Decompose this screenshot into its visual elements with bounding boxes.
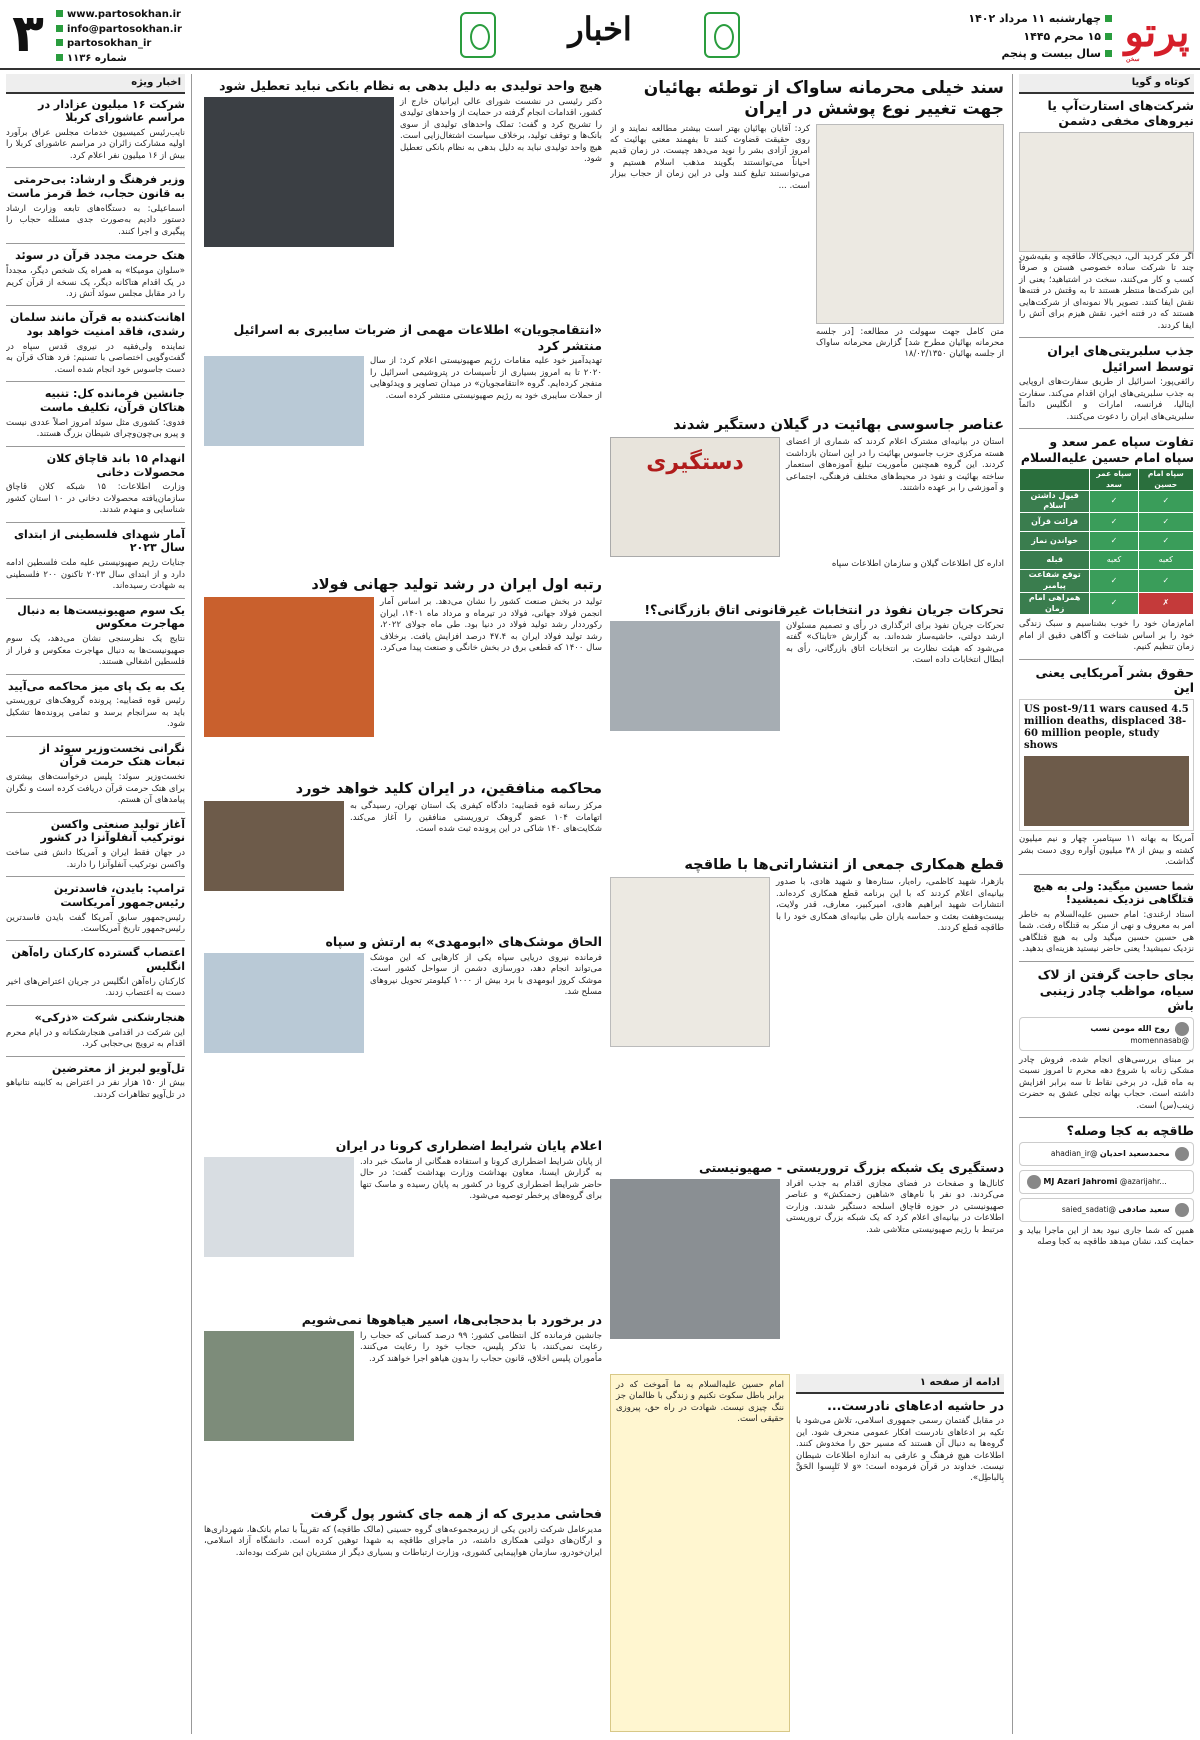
article-trial — [204, 776, 602, 926]
brief-text: نتایج یک نظرسنجی نشان می‌دهد، یک سوم صهیونیست‌ها به دنبال مهاجرت معکوس و فرار از فلسطین اشغالی هستند. — [6, 634, 185, 668]
table-cell: کعبه — [1138, 551, 1193, 570]
arrest-graphic — [610, 437, 780, 557]
article-headline: دستگیری یک شبکه بزرگ تروریستی - صهیونیستی — [698, 1160, 1004, 1175]
ornament-icon — [460, 12, 496, 58]
tweet-card[interactable] — [1019, 1198, 1194, 1222]
brief-text: رئیس قوه قضاییه: پرونده گروهک‌های تروریستی باید به سرانجام برسد و تمامی پرونده‌ها تشکیل شود. — [6, 696, 185, 730]
brief-headline: یک سوم صهیونیست‌ها به دنبال مهاجرت معکوس — [17, 603, 185, 631]
article-body: مرکز رسانه قوه قضاییه: دادگاه کیفری یک استان تهران، رسیدگی به اتهامات ۱۰۴ عضو گروهک تروریستی منافقین را آغاز می‌کند. شکایت‌های ۱۴۰ شاکی در این پرونده ثبت شده است. — [350, 801, 602, 835]
news-brief — [6, 387, 185, 440]
news-brief — [6, 98, 185, 163]
article-savak-document — [610, 74, 1004, 406]
tweet-author: MJ Azari Jahromi — [1043, 1176, 1118, 1186]
table-cell: کعبه — [1090, 551, 1138, 570]
brief-text: اسماعیلی: به دستگاه‌های تابعه وزارت ارشاد دستور دادیم به‌صورت جدی مسئله حجاب را پیگیری و اجرا کنند. — [6, 203, 185, 237]
brief-headline: جانشین فرمانده کل: تنبیه هتاکان قرآن، تکلیف ماست — [39, 387, 185, 415]
brief-headline: هتک حرمت مجدد قرآن در سوئد — [15, 249, 185, 263]
president-photo — [204, 97, 394, 247]
news-brief — [6, 818, 185, 871]
news-brief — [6, 249, 185, 300]
news-brief — [6, 742, 185, 807]
article-manager-insult — [204, 1502, 602, 1732]
brief-text: «سلوان مومیکا» به همراه یک شخص دیگر، مجدداً در یک اقدام هتاکانه دیگر، یک نسخه از قرآن کریم را در مقابل مجلس سوئد آتش زد. — [6, 266, 185, 299]
news-brief — [6, 604, 185, 669]
article-headline: رتبه اول ایران در رشد تولید جهانی فولاد — [311, 577, 602, 593]
table-cell: ✓ — [1090, 490, 1138, 513]
table-row-label: قرائت قرآن — [1020, 513, 1090, 532]
article-terror-network — [610, 1156, 1004, 1370]
table-cell: ✓ — [1138, 490, 1193, 513]
body-text: اگر فکر کردید آلی، دیجی‌کالا، طاقچه و بقیه‌شون چند تا شرکت ساده خصوصی هستن و صرفاً کسب و کار می‌کنند، سخت در اشتباهید؛ یعنی از این شرکت‌ها منتظر هستند تا به وقتش در فتنه‌ها نقش ایفا کنند. تصویر بالا نمونه‌ای از شرکت‌هایی هستند که در فتنه اخیر، نقش هیزم برای آتش را ایفا کردند. — [1019, 251, 1194, 331]
article-headline: قطع همکاری جمعی از انتشاراتی‌ها با طاقچه — [684, 857, 1004, 873]
image-caption: اداره کل اطلاعات گیلان و سازمان اطلاعات سپاه — [831, 559, 1004, 570]
article-cyber-attacks — [204, 318, 602, 568]
page-number: ۳ — [12, 4, 44, 64]
brief-headline: نگرانی نخست‌وزیر سوئد از تبعات هتک حرمت قرآن — [39, 741, 185, 769]
comparison-table — [1019, 468, 1194, 615]
article-headline: عناصر جاسوسی بهائیت در گیلان دستگیر شدند — [673, 417, 1004, 433]
website-link[interactable]: www.partosokhan.ir — [67, 9, 181, 20]
table-cell: ✓ — [1090, 592, 1138, 615]
headline: شرکت‌های استارت‌آپ یا نیروهای مخفی دشمن — [1047, 97, 1194, 129]
date-line-1: چهارشنبه ۱۱ مرداد ۱۴۰۲ — [968, 12, 1101, 25]
police-commander-photo — [204, 1331, 354, 1441]
tweet-handle: @azarijahr... — [1119, 1176, 1167, 1186]
brief-headline: آغاز تولید صنعتی واکسن نوترکیب آنفلوآنزا در کشور — [40, 817, 185, 845]
date-info — [968, 10, 1112, 63]
tweet-card[interactable] — [1019, 1142, 1194, 1166]
missile-photo — [204, 953, 364, 1053]
ornament-icon — [704, 12, 740, 58]
brief-text: کارکنان راه‌آهن انگلیس در جریان اعتراض‌های اخیر دست به اعتصاب زدند. — [6, 976, 185, 999]
brief-text: رئیس‌جمهور سابق آمریکا گفت بایدن فاسدترین رئیس‌جمهور تاریخ آمریکاست. — [6, 912, 185, 934]
news-brief — [6, 1062, 185, 1102]
brief-text: فدوی: کشوری مثل سوئد امروز اصلاً عددی نیست و پیرو بی‌چون‌وچرای شیطان بزرگ هستند. — [6, 417, 185, 440]
table-cell: ✓ — [1138, 570, 1193, 593]
table-header: سپاه عمر سعد — [1090, 469, 1138, 490]
article-headline: هیچ واحد تولیدی به دلیل بدهی به نظام بانکی نباید تعطیل شود — [219, 78, 602, 93]
table-cell: ✓ — [1138, 532, 1193, 551]
tweet-author: محمدسعید احدیان — [1099, 1148, 1170, 1158]
date-line-2: ۱۵ محرم ۱۴۴۵ — [1023, 29, 1101, 43]
table-row-label: خواندن نماز — [1020, 532, 1090, 551]
section-title — [440, 8, 760, 62]
article-headline: اعلام پایان شرایط اضطراری کرونا در ایران — [335, 1138, 602, 1153]
email-link[interactable]: info@partosokhan.ir — [67, 23, 182, 35]
table-row-label: قبله — [1020, 551, 1090, 570]
masthead — [0, 0, 1200, 70]
gavel-photo — [204, 801, 344, 891]
headline: بجای حاجت گرفتن از لاک سیاه، مواظب چادر زینبی باش — [1037, 966, 1194, 1014]
headline: حقوق بشر آمریکایی یعنی این — [1035, 664, 1194, 696]
continued-tag: ادامه از صفحه ۱ — [796, 1374, 1004, 1394]
table-cell: ✓ — [1090, 513, 1138, 532]
article-body: دکتر رئیسی در نشست شورای عالی ایرانیان خارج از کشور، اقدامات انجام گرفته در حمایت از واحدهای تولیدی را تشریح کرد و گفت: تملک واحدهای تولیدی از سوی بانک‌ها و توقف تولید، برخلاف سیاست اشتغال‌زایی است. هیچ واحد تولیدی نباید به دلیل بدهی به نظام بانکی تعطیل شود. — [400, 96, 602, 164]
logo-sub: سخن — [1126, 55, 1140, 63]
article-headline: «انتقامجویان» اطلاعات مهمی از ضربات سایبری به اسرائیل منتشر کرد — [233, 322, 602, 353]
article-body: مدیرعامل شرکت زادین یکی از زیرمجموعه‌های گروه حسینی (مالک طاقچه) که تقریباً با تمام بانک‌ها، شهرداری‌ها و ارگان‌های دولتی همکاری داشته، در ماجرای طاقچه به شهدا توهین کرده است. دانشگاه آزاد اسلامی، ایران‌خودرو، سازمان هواپیمایی کشوری، وزارت ارتباطات و بسیاری دیگر از مشتریان این شرکت بوده‌اند. — [204, 1524, 602, 1558]
article-body: از پایان شرایط اضطراری کرونا و استفاده همگانی از ماسک خبر داد. به گزارش ایسنا، معاون بهداشت وزارت بهداشت گفت: در حال حاضر شرایط اضطراری کرونا در کشور به پایان رسیده و ماسک تنها برای گروه‌های پرخطر توصیه می‌شود. — [360, 1156, 602, 1202]
brief-headline: شرکت ۱۶ میلیون عزادار در مراسم عاشورای کربلا — [38, 97, 185, 125]
news-brief — [6, 528, 185, 593]
article-publishers-taghche — [610, 852, 1004, 1152]
brief-text: این شرکت در اقدامی هنجارشکنانه و در ایام محرم اقدام به ترویج بی‌حجابی کرد. — [6, 1027, 185, 1050]
column-tag: کوتاه و گویا — [1019, 74, 1194, 94]
brief-headline: انهدام ۱۵ باند قاچاق کلان محصولات دخانی — [46, 451, 185, 479]
brief-headline: وزیر فرهنگ و ارشاد: بی‌حرمتی به قانون حجاب، خط قرمز ماست — [7, 173, 185, 201]
article-headline: در برخورد با بدحجابی‌ها، اسیر هیاهوها نمی‌شویم — [301, 1312, 602, 1327]
article-body: فرمانده نیروی دریایی سپاه یکی از کارهایی که این موشک می‌تواند انجام دهد، دورسازی دشمن از سواحل کشور است. موشک کروز ابومهدی با برد بیش از ۱۰۰۰ کیلومتر تحویل نیروهای مسلح شد. — [370, 952, 602, 998]
article-chamber-elections — [610, 598, 1004, 848]
news-brief — [6, 680, 185, 731]
news-brief — [6, 1011, 185, 1051]
article-production-units — [204, 74, 602, 314]
table-row-label: قبول داشتن اسلام — [1020, 490, 1090, 513]
article-body: بازهرا، شهید کاظمی، راه‌یار، ستاره‌ها و شهید هادی، با صدور بیانیه‌ای اعلام کردند که با این برنامه قطع همکاری کرده‌اند. انتشارات شهید ابراهیم هادی، امیرکبیر، معارف، قدر ولایت، بیست‌وهفت بعثت و حماسه یاران طی بیانیه‌ای همکاری خود را با طاقچه قطع کردند. — [776, 877, 1004, 933]
weapons-photo — [610, 1179, 780, 1339]
headline: شما حسین میگید: ولی به هیچ قتلگاهی نزدیک نمیشید! — [1033, 879, 1194, 907]
table-cell: ✓ — [1138, 513, 1193, 532]
tweet-author: روح الله مومن نسب — [1090, 1023, 1170, 1033]
news-brief — [6, 311, 185, 376]
right-column — [1012, 74, 1194, 1734]
tweet-handle: @momennasab — [1130, 1035, 1189, 1045]
article-gilan-arrest — [610, 412, 1004, 594]
headline: طاقچه به کجا وصله؟ — [1066, 1123, 1194, 1139]
quote-box — [610, 1374, 790, 1732]
body-text: استاد ارغندی: امام حسین علیه‌السلام به خاطر امر به معروف و نهی از منکر به قتلگاه رفت. شما هی حسین حسین میگید ولی به هیچ قتلگاهی نزدیک نمیشید! یعنی حاضر نیستید هزینه‌ای بدهید. — [1019, 910, 1194, 955]
article-body: کرد: آقایان بهائیان بهتر است بیشتر مطالعه نمایند و از روی حقیقت قضاوت کنند تا بفهمند معنی بهائیت که امروز آزادی بشر را نوید می‌دهد چیست. در زمان قدیم احیاناً می‌توانستند بگویند مذهب اسلام هستیم و می‌توانستند تبلیغ کنند ولی در این زمان از حجاب بیزار است. ... — [610, 123, 810, 191]
startup-logos-image — [1019, 132, 1194, 252]
article-headline: الحاق موشک‌های «ابومهدی» به ارتش و سپاه — [325, 934, 602, 949]
news-brief — [6, 173, 185, 238]
article-body: کانال‌ها و صفحات در فضای مجازی اقدام به جذب افراد می‌کردند. دو نفر با نام‌های «شاهین زحمتکش» و عناصر صهیونیستی در حوزه قاچاق اسلحه دستگیر شدند. وزارت اطلاعات در بیانیه‌ای اعلام کرد که یک شبکه بزرگ تروریستی مرتبط با رژیم صهیونیستی متلاشی شد. — [786, 1178, 1004, 1235]
statements-collage — [610, 877, 770, 1047]
document-scan-image — [816, 124, 1004, 324]
image-caption: متن کامل جهت سهولت در مطالعه: [در جلسه محرمانه بهائیان مطرح شد] گزارش محرمانه ساواک از جلسه بهائیان ۱۸/۰۲/۱۳۵۰ — [816, 326, 1004, 360]
tweet-author: سعید صادقی — [1118, 1204, 1170, 1214]
table-row-label: توقع شفاعت پیامبر — [1020, 570, 1090, 593]
article-body: تهدیدآمیز خود علیه مقامات رژیم صهیونیستی اعلام کرد: از سال ۲۰۲۰ تا به امروز بسیاری از تأسیسات در پتروشیمی اسرائیل را منفجر کرده‌ایم. گروه «انتقامجویان» در میدان تصاویر و ویدئوهایی از حملات سایبری خود به رژیم صهیونیستی منتشر کرده است. — [370, 356, 602, 401]
brief-text: نماینده ولی‌فقیه در نیروی قدس سپاه در گفت‌وگویی اختصاصی با تسنیم: فرد هتاک قرآن به دست جاسوس خود انجام شده است. — [6, 341, 185, 375]
quote-text: امام حسین علیه‌السلام به ما آموخت که در برابر باطل سکوت نکنیم و زندگی با ظالمان جز ننگ چیزی نیست. شهادت در راه حق، پیروزی حقیقی است. — [616, 1380, 784, 1425]
body-text: امام‌زمان خود را خوب بشناسیم و سبک زندگی خود را بر اساس شناخت و آگاهی دقیق از امام زمان تنظیم کنیم. — [1019, 619, 1194, 653]
brief-headline: آمار شهدای فلسطینی از ابتدای سال ۲۰۲۳ — [13, 527, 185, 555]
table-header: سپاه امام حسین — [1138, 469, 1193, 490]
brief-text: نایب‌رئیس کمیسیون خدمات مجلس عراق برآورد اولیه مشارکت زائران در مراسم عاشورای کربلا را بیش از ۱۶ میلیون نفر اعلام کرد. — [6, 128, 185, 161]
article-body: جانشین فرمانده کل انتظامی کشور: ۹۹ درصد کسانی که حجاب را رعایت نمی‌کنند، با تذکر پلیس، حجاب خود را رعایت می‌کنند. مأموران پلیس اخلاق، قانون حجاب را بدون هیاهو اجرا خواهند کرد. — [360, 1330, 602, 1364]
social-handle[interactable]: partosokhan_ir — [67, 38, 152, 49]
war-photo — [1024, 756, 1189, 826]
tweet-card[interactable] — [1019, 1017, 1194, 1051]
news-brief — [6, 452, 185, 517]
officials-photo — [610, 621, 780, 731]
body-text: همین که شما جاری نبود بعد از این ماجرا بیاید و حمایت کند، نشان میدهد طاقچه به کجا وصله — [1019, 1225, 1194, 1248]
body-text: آمریکا به بهانه ۱۱ سپتامبر، چهار و نیم میلیون کشته و بیش از ۳۸ میلیون آواره روی دست بشر گذاشت. — [1019, 834, 1194, 868]
brief-headline: یک به یک پای میز محاکمه می‌آیید — [7, 679, 185, 693]
brief-headline: اهانت‌کننده به قرآن مانند سلمان رشدی، فاقد امنیت خواهد بود — [10, 311, 185, 339]
news-screenshot-headline: US post-9/11 wars caused 4.5 million deaths, displaced 38-60 million people, study shows — [1024, 704, 1189, 752]
steel-factory-photo — [204, 597, 374, 737]
headline: تفاوت سپاه عمر سعد و سپاه امام حسین علیه‌السلام — [1020, 434, 1194, 465]
article-missiles — [204, 930, 602, 1130]
body-text: بر مبنای بررسی‌های انجام شده، فروش چادر مشکی زنانه با شروع دهه محرم تا امروز نسبت به ماه قبل، در برخی نقاط تا سه برابر افزایش داشته است. حجاب بهانه تجلی عشق به حضرت زینب(س) است. — [1019, 1054, 1194, 1111]
tweet-handle: @ahadian_ir — [1050, 1148, 1098, 1158]
news-brief — [6, 882, 185, 935]
headline: جذب سلبریتی‌های ایران توسط اسرائیل — [1047, 343, 1194, 374]
article-false-claims — [610, 1374, 1004, 1732]
brief-headline: تل‌آویو لبریز از معترضین — [52, 1061, 185, 1075]
article-body: استان در بیانیه‌ای مشترک اعلام کردند که شماری از اعضای هسته مرکزی حزب جاسوس بهائیت را در این استان بازداشت کردند. این گروه همچنین مأموریت تبلیغ آموزه‌های استعمار ساخته بهائیت و نفوذ در محیط‌های مختلف فرهنگی، اجتماعی و آموزشی را بر عهده داشتند. — [786, 437, 1004, 493]
brief-headline: اعتصاب گسترده کارکنان راه‌آهن انگلیس — [11, 946, 185, 974]
body-text: رائفی‌پور: اسرائیل از طریق سفارت‌های اروپایی به جذب سلبریتی‌های ایران اقدام می‌کند. سفارت ایتالیا، فرانسه، امارات و انگلیس دائماً سلبریتی‌های ایران را دعوت می‌کنند. — [1019, 377, 1194, 422]
brief-headline: ترامپ: بایدن، فاسدترین رئیس‌جمهور آمریکاست — [53, 882, 185, 909]
avatar — [1175, 1022, 1189, 1036]
tweet-card[interactable] — [1019, 1170, 1194, 1194]
contact-info — [56, 8, 182, 66]
brief-text: بیش از ۱۵۰ هزار نفر در اعتراض به کابینه نتانیاهو در تل‌آویو تظاهرات کردند. — [6, 1078, 186, 1100]
article-hijab — [204, 1308, 602, 1498]
article-headline: سند خیلی محرمانه ساواک از توطئه بهائیان جهت تغییر نوع پوشش در ایران — [643, 78, 1004, 120]
brief-text: در جهان فقط ایران و آمریکا دانش فنی ساخت واکسن نوترکیب آنفلوآنزا را دارند. — [6, 848, 185, 870]
avatar — [1027, 1175, 1041, 1189]
section-label: اخبار — [568, 10, 632, 48]
news-brief-list — [6, 98, 185, 1102]
news-brief — [6, 946, 185, 999]
left-column — [6, 74, 192, 1734]
article-headline: تحرکات جریان نفوذ در انتخابات غیرقانونی اتاق بازرگانی؟! — [644, 602, 1004, 617]
article-body: تحرکات جریان نفوذ برای اثرگذاری در رأی و تصمیم مسئولان ارشد دولتی، حاشیه‌ساز شده‌اند. به گزارش «تابناک» گفته می‌شود که هیئت نظارت بر انتخابات اتاق بازرگانی، رأی به ابطال انتخابات داده است. — [786, 620, 1004, 666]
table-cell: ✗ — [1138, 592, 1193, 615]
hacked-screen-image — [204, 356, 364, 446]
newspaper-logo — [1122, 6, 1192, 64]
brief-text: نخست‌وزیر سوئد: پلیس درخواست‌های بیشتری برای هتک حرمت قرآن دریافت کرده است و نگران پیامدهای آن هستم. — [6, 772, 185, 806]
tweet-handle: @saied_sadati — [1061, 1204, 1116, 1214]
article-headline: محاکمه منافقین، در ایران کلید خواهد خورد — [295, 781, 602, 797]
arrest-graphic-label: دستگیری — [646, 450, 744, 476]
brief-text: جنایات رژیم صهیونیستی علیه ملت فلسطین ادامه دارد و از ابتدای سال ۲۰۲۳ تاکنون ۲۰۰ فلسطینی به شهادت رسیده‌اند. — [6, 558, 185, 592]
medical-staff-photo — [204, 1157, 354, 1257]
article-body: تولید در بخش صنعت کشور را نشان می‌دهد. بر اساس آمار انجمن فولاد جهانی، فولاد در تیرماه و مرداد ماه ۱۴۰۱، ایران رکورددار رشد تولید فولاد در دنیا بود. طی ماه جولای ۲۰۲۲، رشد تولید فولاد ایران به ۴۷.۴ درصد افزایش یافت. برخلاف سال ۱۴۰۰ که قطعی برق در بخش خانگی و صنعت پیدا می‌کرد. — [380, 597, 602, 653]
article-body: در مقابل گفتمان رسمی جمهوری اسلامی، تلاش می‌شود با تکیه بر ادعاهای نادرست افکار عمومی منحرف شود. این گروه‌ها به دنبال آن هستند که مسیر حق را مخدوش کنند. اطلاعات هیچ فرهنگ و عارفی به اندازه اطلاعات شیطان نیست. خداوند در قرآن فرموده است: «وَ لا تَلبِسوا الحَقَّ بِالباطِل». — [796, 1416, 1004, 1484]
avatar — [1175, 1147, 1189, 1161]
table-row-label: همراهی امام زمان — [1020, 592, 1090, 615]
date-line-3: سال بیست و پنجم — [1001, 47, 1101, 61]
brief-text: وزارت اطلاعات: ۱۵ شبکه کلان قاچاق سازمان‌یافته محصولات دخانی در ۱۰ استان کشور شناسایی و منهدم شدند. — [6, 482, 185, 516]
news-screenshot — [1019, 699, 1194, 831]
column-tag: اخبار ویژه — [6, 74, 185, 94]
main-area — [204, 74, 1004, 1734]
article-covid — [204, 1134, 602, 1304]
table-cell: ✓ — [1090, 532, 1138, 551]
table-cell: ✓ — [1090, 570, 1138, 593]
article-headline: فحاشی مدیری که از همه جای کشور پول گرفت — [310, 1506, 602, 1521]
table-header — [1020, 469, 1090, 490]
brief-headline: هنجارشکنی شرکت «ذرکی» — [34, 1010, 185, 1024]
article-headline: در حاشیه ادعاهای نادرست... — [827, 1397, 1004, 1413]
issue-number: شماره ۱۱۳۶ — [67, 52, 127, 64]
logo-text: پرتو — [1124, 9, 1190, 56]
article-steel-production — [204, 572, 602, 772]
avatar — [1175, 1203, 1189, 1217]
